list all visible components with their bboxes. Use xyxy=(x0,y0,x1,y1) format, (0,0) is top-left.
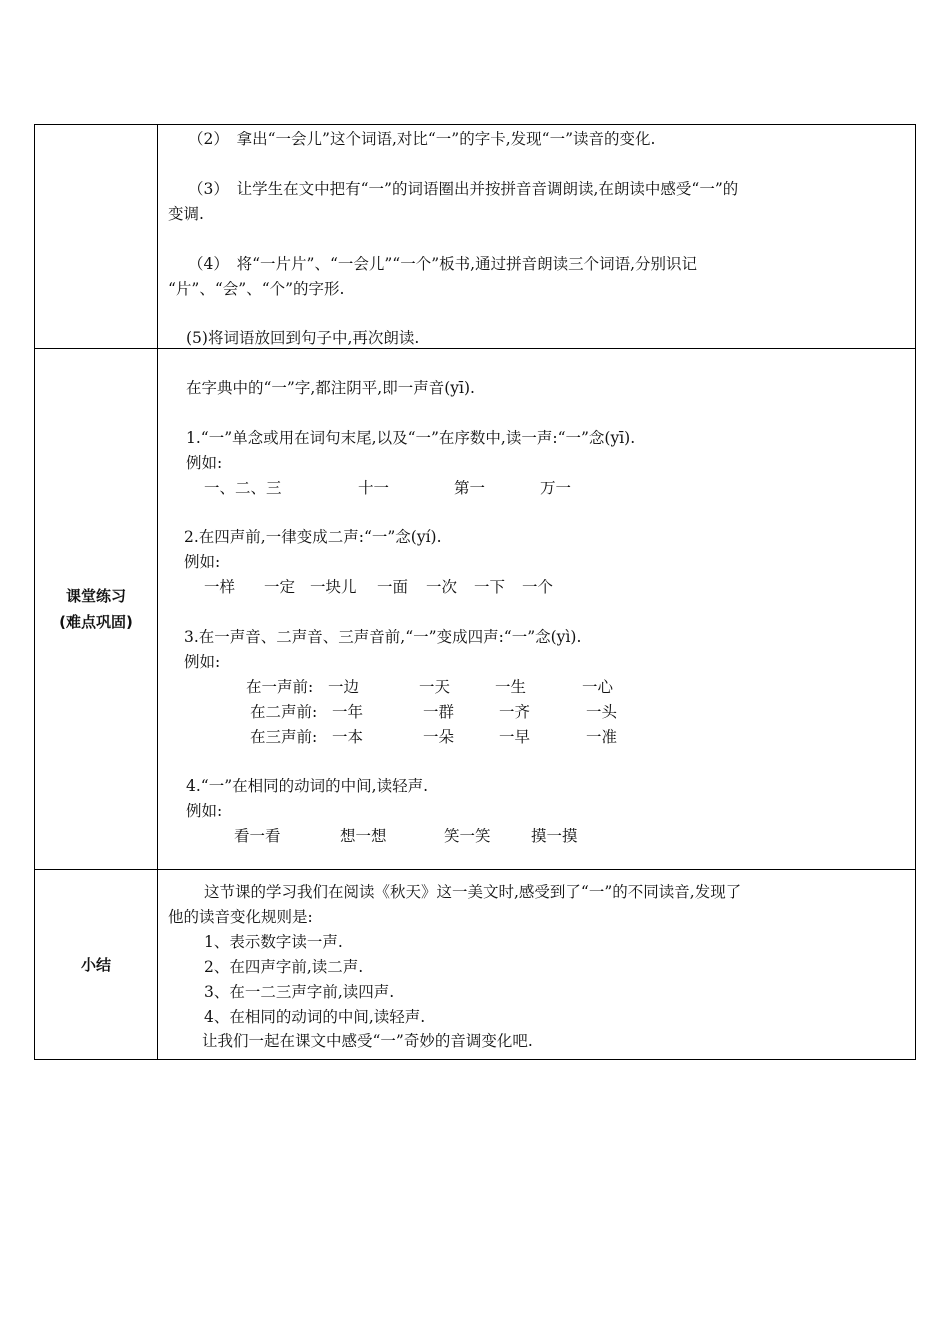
step-5: (5)将词语放回到句子中,再次朗读. xyxy=(186,329,420,347)
steps-content-cell xyxy=(158,125,916,349)
rule-2-word: 一块儿 xyxy=(310,578,357,596)
practice-row xyxy=(35,349,916,870)
rule-3-prefix: 在三声前: xyxy=(250,728,318,746)
practice-label-line1: 课堂练习 xyxy=(65,587,126,605)
summary-content-cell xyxy=(158,870,916,1060)
rule-2-word: 一个 xyxy=(522,578,554,596)
summary-row xyxy=(35,870,916,1060)
rule-3-word: 一心 xyxy=(582,678,614,696)
teaching-steps-row xyxy=(35,125,916,349)
summary-line1: 这节课的学习我们在阅读《秋天》这一美文时,感受到了“一”的不同读音,发现了 xyxy=(204,883,742,901)
rule-3-word: 一朵 xyxy=(423,728,455,746)
summary-closing: 让我们一起在课文中感受“一”奇妙的音调变化吧. xyxy=(202,1032,533,1050)
summary-item: 4、在相同的动词的中间,读轻声. xyxy=(204,1008,426,1026)
rule-3-word: 一群 xyxy=(423,703,455,721)
practice-label xyxy=(35,583,157,635)
rule-3-word: 一本 xyxy=(332,728,364,746)
rule-3: 3.在一声音、二声音、三声音前,“一”变成四声:“一”念(yì). xyxy=(184,628,582,646)
summary-label: 小结 xyxy=(80,955,111,974)
rule-4-word: 摸一摸 xyxy=(531,827,578,845)
rule-1-word: 十一 xyxy=(358,479,390,497)
rule-1: 1.“一”单念或用在词句末尾,以及“一”在序数中,读一声:“一”念(yī). xyxy=(186,429,636,447)
step-2: （2） 拿出“一会儿”这个词语,对比“一”的字卡,发现“一”读音的变化. xyxy=(188,130,656,148)
rule-1-word: 第一 xyxy=(454,479,486,497)
rule-3-word: 一生 xyxy=(495,678,527,696)
rule-4-word: 看一看 xyxy=(234,827,281,845)
rule-3-prefix: 在二声前: xyxy=(250,703,318,721)
rule-1-word: 万一 xyxy=(540,479,572,497)
rule-3-word: 一年 xyxy=(332,703,364,721)
lesson-plan-table xyxy=(34,124,916,1060)
rule-1-word: 一、二、三 xyxy=(204,479,282,497)
rule-3-word: 一头 xyxy=(586,703,618,721)
rule-4-word: 想一想 xyxy=(340,827,387,845)
rule-2-word: 一样 xyxy=(204,578,236,596)
rule-3-prefix: 在一声前: xyxy=(246,678,314,696)
rule-2-word: 一定 xyxy=(264,578,296,596)
step-3-line2: 变调. xyxy=(168,205,204,223)
rule-3-word: 一早 xyxy=(499,728,531,746)
rule-2-example-label: 例如: xyxy=(184,553,221,571)
rule-3-example-label: 例如: xyxy=(184,653,221,671)
rule-3-word: 一齐 xyxy=(499,703,531,721)
rule-3-word: 一天 xyxy=(419,678,451,696)
practice-label-line2: (难点巩固) xyxy=(59,613,133,631)
steps-label-cell xyxy=(35,125,158,349)
rule-4-example-label: 例如: xyxy=(186,802,223,820)
summary-item: 1、表示数字读一声. xyxy=(204,933,343,951)
rule-3-word: 一准 xyxy=(586,728,618,746)
rule-3-word: 一边 xyxy=(328,678,360,696)
summary-label-cell xyxy=(35,870,158,1060)
summary-item: 2、在四声字前,读二声. xyxy=(204,958,364,976)
practice-label-cell xyxy=(35,349,158,870)
step-3-line1: （3） 让学生在文中把有“一”的词语圈出并按拼音音调朗读,在朗读中感受“一”的 xyxy=(188,180,739,198)
practice-intro: 在字典中的“一”字,都注阴平,即一声音(yī). xyxy=(186,379,475,397)
rule-4: 4.“一”在相同的动词的中间,读轻声. xyxy=(186,777,428,795)
step-4-line1: （4） 将“一片片”、“一会儿”“一个”板书,通过拼音朗读三个词语,分别识记 xyxy=(188,255,698,273)
rule-2-word: 一次 xyxy=(426,578,458,596)
summary-item: 3、在一二三声字前,读四声. xyxy=(204,983,395,1001)
step-4-line2: “片”、“会”、“个”的字形. xyxy=(168,280,345,298)
rule-1-example-label: 例如: xyxy=(186,454,223,472)
summary-line2: 他的读音变化规则是: xyxy=(168,908,313,926)
rule-2-word: 一下 xyxy=(474,578,506,596)
rule-2-word: 一面 xyxy=(377,578,409,596)
rule-2: 2.在四声前,一律变成二声:“一”念(yí). xyxy=(184,528,442,546)
practice-content-cell xyxy=(158,349,916,870)
rule-4-word: 笑一笑 xyxy=(444,827,491,845)
